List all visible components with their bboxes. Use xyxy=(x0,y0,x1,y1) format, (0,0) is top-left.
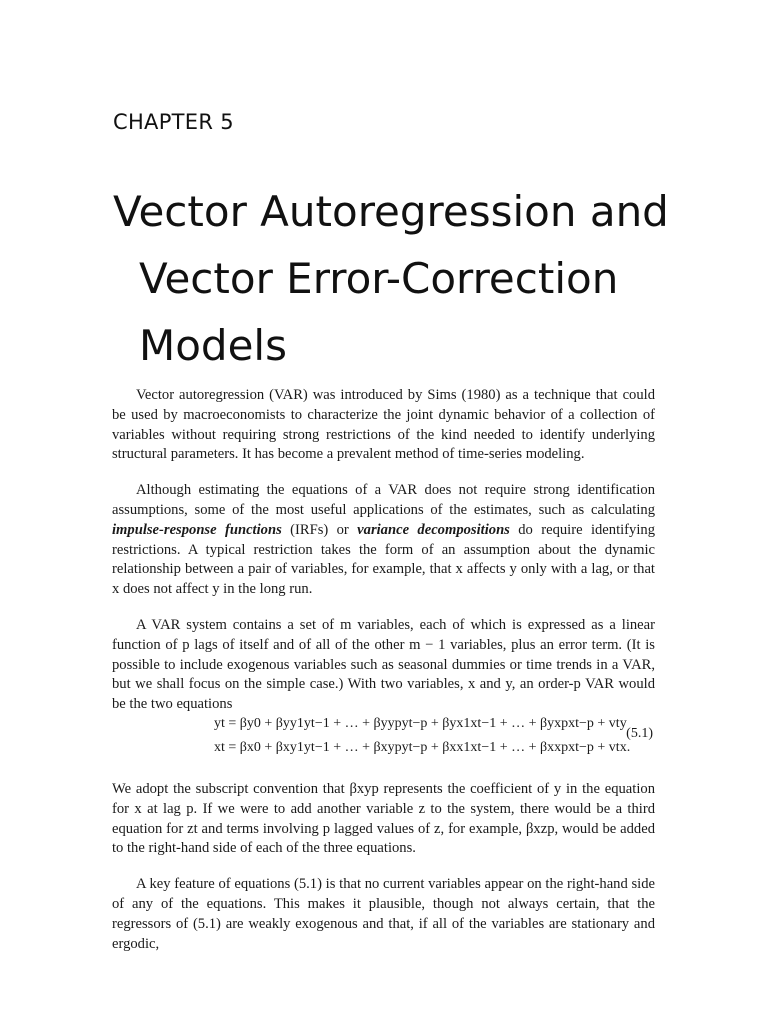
paragraph-2-part-b: (IRFs) or xyxy=(281,521,358,538)
paragraph-1: Vector autoregression (VAR) was introduced by Sims (1980) as a technique that could be used by macroeconomists to characterize the joint dynamic behavior of a collection of variables without requiring strong restrictions of the kind needed to identify underlying structural parameters. It has become a prevalent method of time-series modeling. xyxy=(112,387,655,463)
body-text-lower xyxy=(112,780,655,954)
equation-5-1 xyxy=(112,712,655,764)
paragraph-2-part-c: do require identifying restrictions. A typical restriction takes the form of an assumption about the dynamic relationship between a pair of variables, for example, that x affects y only with a lag, or that x does not affect y in the long run. xyxy=(112,521,655,598)
equation-lines xyxy=(214,712,630,760)
chapter-title-line-3: Models xyxy=(139,321,287,370)
chapter-title-line-2: Vector Error-Correction xyxy=(139,254,619,303)
chapter-title xyxy=(113,178,713,379)
paragraph-5: A key feature of equations (5.1) is that no current variables appear on the right-hand side of any of the equations. This makes it plausible, though not always certain, that the regressors of (5.1) are weakly exogenous and that, if all of the variables are stationary and ergodic, xyxy=(112,876,655,952)
chapter-label: CHAPTER 5 xyxy=(113,110,234,134)
chapter-title-line-1: Vector Autoregression and xyxy=(113,187,669,236)
equation-line-y: yt = βy0 + βyy1yt−1 + … + βyypyt−p + βyx1xt−1 + … + βyxpxt−p + vty xyxy=(214,716,627,731)
equation-line-x: xt = βx0 + βxy1yt−1 + … + βxypyt−p + βxx1xt−1 + … + βxxpxt−p + vtx. xyxy=(214,740,631,755)
paragraph-2-part-a: Although estimating the equations of a VAR does not require strong identification assumptions, some of the most useful applications of the estimates, such as calculating xyxy=(112,482,655,518)
paragraph-2 xyxy=(112,481,655,600)
equation-number: (5.1) xyxy=(626,726,653,741)
paragraph-4: We adopt the subscript convention that βxyp represents the coefficient of y in the equation for x at lag p. If we were to add another variable z to the system, there would be a third equation for zt and terms involving p lagged values of z, for example, βxzp, would be added to the right-hand side of each of the three equations. xyxy=(112,781,655,857)
term-variance-decompositions: variance decompositions xyxy=(357,521,510,538)
paragraph-3: A VAR system contains a set of m variables, each of which is expressed as a linear function of p lags of itself and of all of the other m − 1 variables, plus an error term. (It is possible to include exogenous variables such as seasonal dummies or time trends in a VAR, but we shall focus on the simple case.) With two variables, x and y, an order-p VAR would be the two equations xyxy=(112,616,655,713)
term-impulse-response-functions: impulse-response functions xyxy=(112,521,282,538)
body-text-upper xyxy=(112,386,655,715)
